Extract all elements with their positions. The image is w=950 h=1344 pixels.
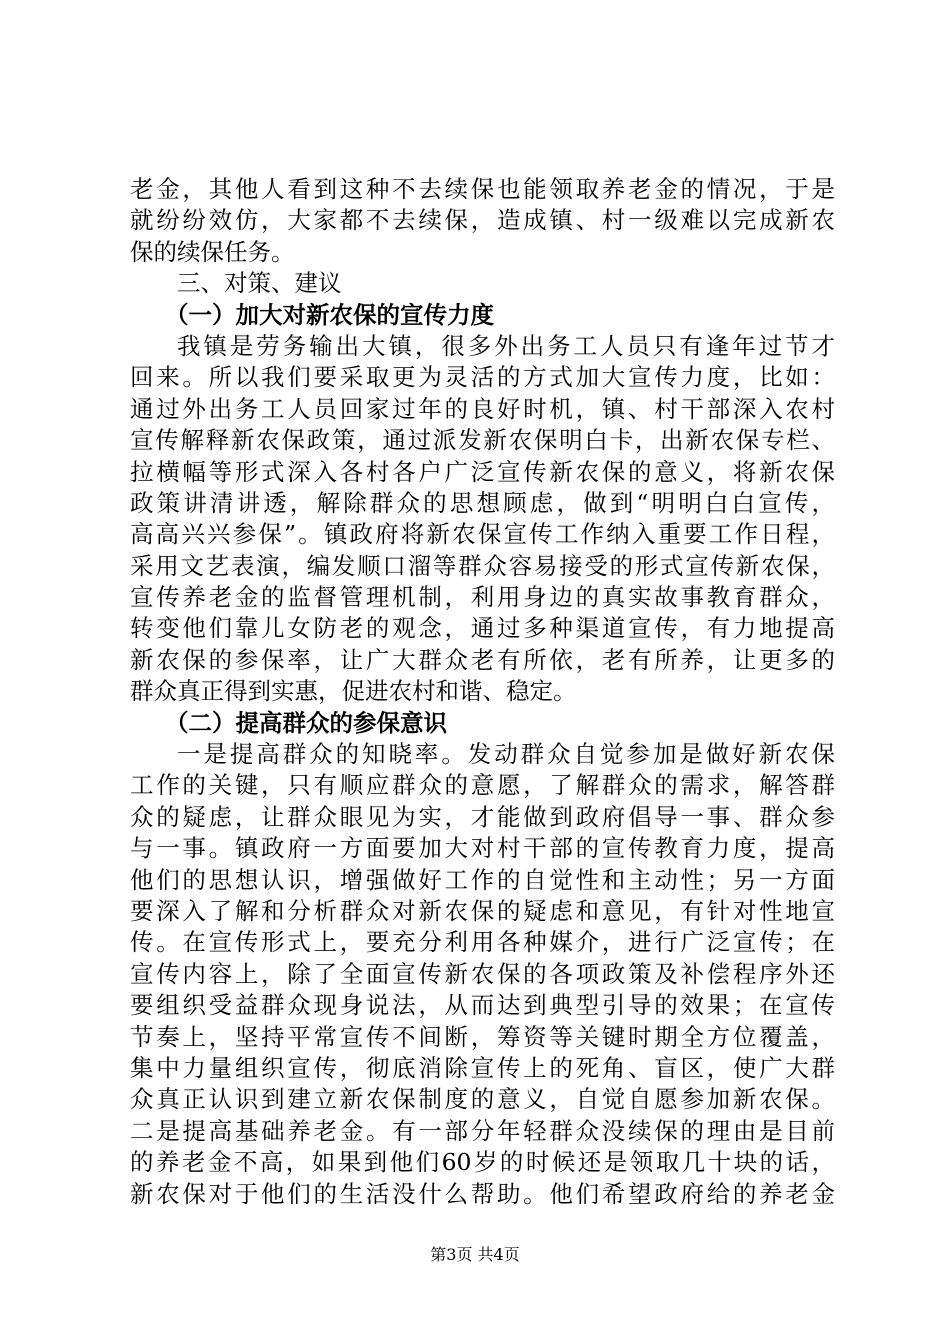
body-line: 新农保对于他们的生活没什么帮助。他们希望政府给的养老金 — [130, 1179, 835, 1208]
body-line: 工作的关键，只有顺应群众的意愿，了解群众的需求，解答群 — [130, 771, 835, 800]
body-line: 转变他们靠儿女防老的观念，通过多种渠道宣传，有力地提高 — [130, 614, 835, 643]
body-line: 宣传解释新农保政策，通过派发新农保明白卡，出新农保专栏、 — [130, 426, 835, 455]
body-line: 高高兴兴参保”。镇政府将新农保宣传工作纳入重要工作日程， — [130, 520, 835, 549]
body-line: 就纷纷效仿，大家都不去续保，造成镇、村一级难以完成新农 — [130, 206, 835, 235]
body-line: 我镇是劳务输出大镇，很多外出务工人员只有逢年过节才 — [177, 331, 835, 360]
body-line: 通过外出务工人员回家过年的良好时机，镇、村干部深入农村 — [130, 394, 835, 423]
body-line: 采用文艺表演，编发顺口溜等群众容易接受的形式宣传新农保， — [130, 551, 835, 580]
body-line: 回来。所以我们要采取更为灵活的方式加大宣传力度，比如： — [130, 363, 835, 392]
body-line: 群众真正得到实惠，促进农村和谐、稳定。 — [130, 677, 577, 706]
body-line: 宣传养老金的监督管理机制，利用身边的真实故事教育群众， — [130, 583, 835, 612]
subsection-heading: （一）加大对新农保的宣传力度 — [165, 300, 494, 329]
body-line: 一是提高群众的知晓率。发动群众自觉参加是做好新农保 — [177, 740, 835, 769]
body-line: 保的续保任务。 — [130, 237, 295, 266]
body-line: 拉横幅等形式深入各村各户广泛宣传新农保的意义，将新农保 — [130, 457, 835, 486]
document-body — [130, 174, 835, 1210]
body-line: 要组织受益群众现身说法，从而达到典型引导的效果；在宣传 — [130, 991, 835, 1020]
body-line: 他们的思想认识，增强做好工作的自觉性和主动性；另一方面 — [130, 865, 835, 894]
body-line: 新农保的参保率，让广大群众老有所依，老有所养，让更多的 — [130, 645, 835, 674]
subsection-heading: （二）提高群众的参保意识 — [165, 708, 447, 737]
body-line: 众的疑虑，让群众眼见为实，才能做到政府倡导一事、群众参 — [130, 802, 835, 831]
body-line: 与一事。镇政府一方面要加大对村干部的宣传教育力度，提高 — [130, 834, 835, 863]
body-line: 节奏上，坚持平常宣传不间断，筹资等关键时期全方位覆盖， — [130, 1022, 835, 1051]
body-line: 二是提高基础养老金。有一部分年轻群众没续保的理由是目前 — [130, 1116, 835, 1145]
body-line: 传。在宣传形式上，要充分利用各种媒介，进行广泛宣传；在 — [130, 928, 835, 957]
section-heading: 三、对策、建议 — [177, 269, 342, 298]
body-line: 宣传内容上，除了全面宣传新农保的各项政策及补偿程序外还 — [130, 959, 835, 988]
body-line: 政策讲清讲透，解除群众的思想顾虑，做到“明明白白宣传， — [130, 488, 835, 517]
body-line: 集中力量组织宣传，彻底消除宣传上的死角、盲区，使广大群 — [130, 1053, 835, 1082]
body-line: 要深入了解和分析群众对新农保的疑虑和意见，有针对性地宣 — [130, 896, 835, 925]
body-line: 的养老金不高，如果到他们60岁的时候还是领取几十块的话， — [130, 1148, 835, 1177]
body-line: 老金，其他人看到这种不去续保也能领取养老金的情况，于是 — [130, 175, 835, 203]
page-footer: 第3页 共4页 — [430, 1245, 520, 1264]
body-line: 众真正认识到建立新农保制度的意义，自觉自愿参加新农保。 — [130, 1085, 835, 1114]
